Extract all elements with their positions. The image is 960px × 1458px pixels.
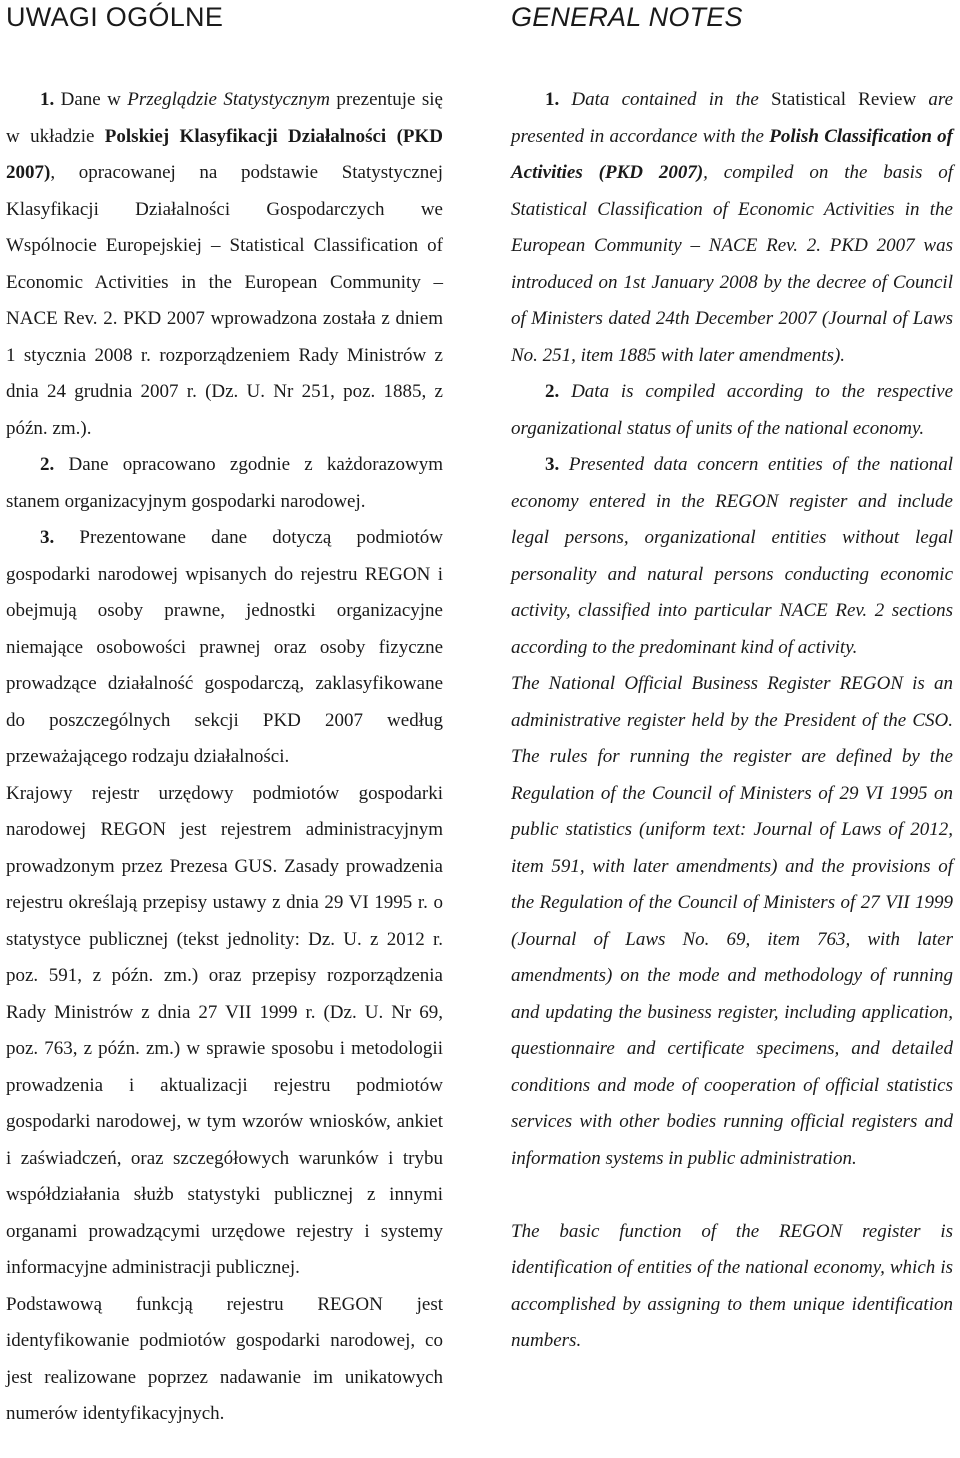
note-regon-function-polish: Podstawową funkcją rejestru REGON jest identyfikowanie podmiotów gospodarki narodowej, co jest realizowane poprzez nadawanie im unikatowych numerów identyfikacyjnych. bbox=[6, 1293, 443, 1424]
note-number: 3. bbox=[40, 527, 55, 548]
note-number: 2. bbox=[40, 454, 55, 475]
polish-notes-body bbox=[6, 82, 443, 1433]
note-number: 1. bbox=[40, 89, 55, 110]
note-regon-register-english: The National Official Business Register REGON is an administrative register held by the President of the CSO. The rules for running the register are defined by the Regulation of the Council of Ministers of 29 VI 1995 on public statistics (uniform text: Journal of Laws of 2012, item 591, with later amendments) and the provisions of the Regulation of the Council of Ministers of 27 VII 1999 (Journal of Laws No. 69, item 763, with later amendments) on the mode and methodology of running and updating the business register, including application, questionnaire and certificate specimens, and detailed conditions and mode of cooperation of official statistics services with other bodies running official registers and information systems in public administration. bbox=[511, 673, 953, 1169]
note-3-english: 3. Presented data concern entities of the national economy entered in the REGON register and include legal persons, organizational entities without legal personality and natural persons conducting economic activity, classified into particular NACE Rev. 2 sections according to the predominant kind of activity. bbox=[511, 454, 953, 658]
section-title-polish: UWAGI OGÓLNE bbox=[6, 2, 224, 32]
note-regon-register-polish: Krajowy rejestr urzędowy podmiotów gospodarki narodowej REGON jest rejestrem administracyjnym prowadzonym przez Prezesa GUS. Zasady prowadzenia rejestru określają przepisy ustawy z dnia 29 VI 1995 r. o statystyce publicznej (tekst jednolity: Dz. U. z 2012 r. poz. 591, z późn. zm.) oraz przepisy rozporządzenia Rady Ministrów z dnia 27 VII 1999 r. (Dz. U. Nr 69, poz. 763, z późn. zm.) w sprawie sposobu i metodologii prowadzenia i aktualizacji rejestru podmiotów gospodarki narodowej, w tym wzorów wniosków, ankiet i zaświadczeń, oraz szczegółowych warunków i trybu współdziałania służb statystyki publicznej z innymi organami prowadzącymi urzędowe rejestry i systemy informacyjne administracji publicznej. bbox=[6, 782, 443, 1278]
note-regon-function-english: The basic function of the REGON register is identification of entities of the national economy, which is accomplished by assigning to them unique identification numbers. bbox=[511, 1220, 953, 1351]
note-number: 3. bbox=[545, 454, 560, 475]
note-2-english: 2. Data is compiled according to the respective organizational status of units of the national economy. bbox=[511, 381, 953, 439]
note-1-english: 1. Data contained in the Statistical Review are presented in accordance with the Polish Classification of Activities (PKD 2007), compiled on the basis of Statistical Classification of Economic Activities in the European Community – NACE Rev. 2. PKD 2007 was introduced on 1st January 2008 by the decree of Council of Ministers dated 24th December 2007 (Journal of Laws No. 251, item 1885 with later amendments). bbox=[511, 89, 953, 366]
section-title-english: GENERAL NOTES bbox=[511, 2, 743, 32]
note-3-polish: 3. Prezentowane dane dotyczą podmiotów gospodarki narodowej wpisanych do rejestru REGON i obejmują osoby prawne, jednostki organizacyjne niemające osobowości prawnej oraz osoby fizyczne prowadzące działalność gospodarczą, zaklasyfikowane do poszczególnych sekcji PKD 2007 według przeważającego rodzaju działalności. bbox=[6, 527, 443, 767]
note-number: 1. bbox=[545, 89, 560, 110]
note-1-polish: 1. Dane w Przeglądzie Statystycznym prezentuje się w układzie Polskiej Klasyfikacji Działalności (PKD 2007), opracowanej na podstawie Statystycznej Klasyfikacji Działalności Gospodarczych we Wspólnocie Europejskiej – Statistical Classification of Economic Activities in the European Community – NACE Rev. 2. PKD 2007 wprowadzona została z dniem 1 stycznia 2008 r. rozporządzeniem Rady Ministrów z dnia 24 grudnia 2007 r. (Dz. U. Nr 251, poz. 1885, z późn. zm.). bbox=[6, 89, 444, 439]
english-notes-body bbox=[511, 82, 953, 1360]
note-2-polish: 2. Dane opracowano zgodnie z każdorazowym stanem organizacyjnym gospodarki narodowej. bbox=[6, 454, 443, 512]
note-number: 2. bbox=[545, 381, 560, 402]
paragraph-spacer bbox=[511, 1177, 953, 1214]
